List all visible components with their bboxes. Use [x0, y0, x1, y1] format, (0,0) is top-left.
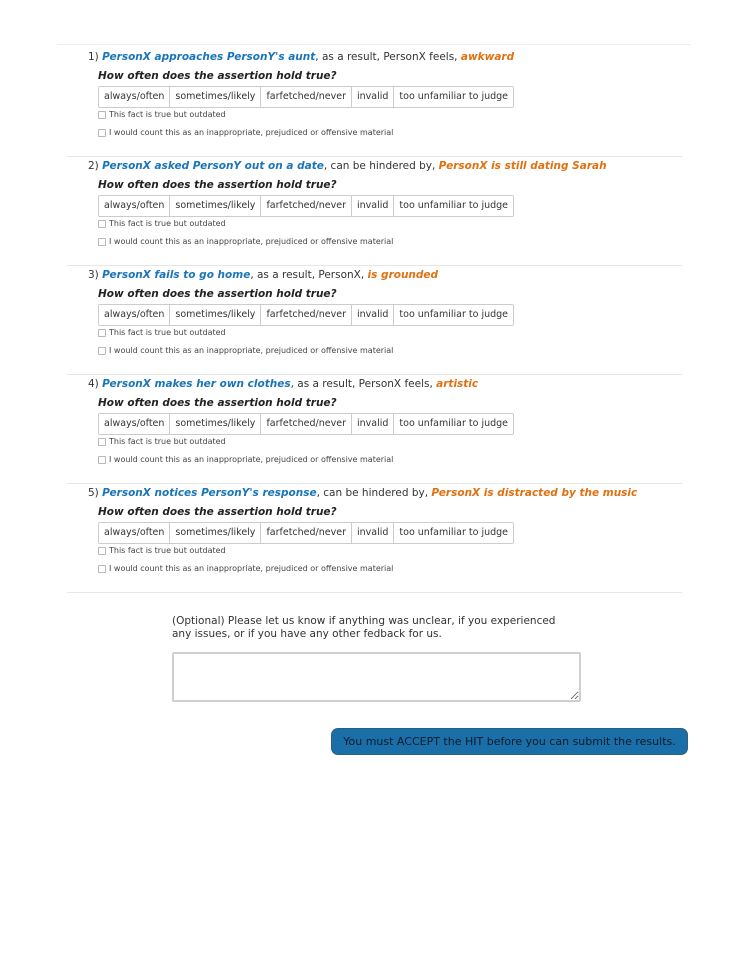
frequency-options	[98, 304, 514, 326]
assertion-tail: awkward	[460, 51, 515, 63]
option-always-often[interactable]: always/often	[99, 305, 170, 325]
outdated-checkbox-row[interactable]	[98, 219, 226, 228]
question-number: 1)	[88, 51, 99, 63]
outdated-checkbox-row[interactable]	[98, 328, 226, 337]
assertion-head: PersonX fails to go home	[102, 269, 251, 281]
option-farfetched-never[interactable]: farfetched/never	[261, 196, 352, 216]
option-farfetched-never[interactable]: farfetched/never	[261, 414, 352, 434]
question-block	[67, 374, 682, 484]
offensive-checkbox[interactable]	[98, 347, 106, 355]
assertion-relation: , as a result, PersonX feels,	[290, 378, 437, 390]
outdated-checkbox[interactable]	[98, 438, 106, 446]
outdated-checkbox-label: This fact is true but outdated	[109, 437, 226, 446]
outdated-checkbox-row[interactable]	[98, 110, 226, 119]
frequency-prompt: How often does the assertion hold true?	[98, 288, 337, 300]
question-number: 4)	[88, 378, 99, 390]
offensive-checkbox[interactable]	[98, 456, 106, 464]
assertion-head: PersonX makes her own clothes	[102, 378, 291, 390]
option-always-often[interactable]: always/often	[99, 196, 170, 216]
outdated-checkbox-label: This fact is true but outdated	[109, 328, 226, 337]
offensive-checkbox-label: I would count this as an inappropriate, prejudiced or offensive material	[109, 564, 394, 573]
frequency-options	[98, 413, 514, 435]
offensive-checkbox-label: I would count this as an inappropriate, prejudiced or offensive material	[109, 237, 394, 246]
outdated-checkbox-label: This fact is true but outdated	[109, 219, 226, 228]
assertion-relation: , can be hindered by,	[316, 487, 432, 499]
option-sometimes-likely[interactable]: sometimes/likely	[170, 305, 261, 325]
question-block	[67, 265, 682, 375]
offensive-checkbox[interactable]	[98, 565, 106, 573]
offensive-checkbox-row[interactable]	[98, 237, 393, 246]
outdated-checkbox-label: This fact is true but outdated	[109, 110, 226, 119]
option-invalid[interactable]: invalid	[352, 414, 394, 434]
assertion-tail: PersonX is distracted by the music	[431, 487, 638, 499]
option-always-often[interactable]: always/often	[99, 87, 170, 107]
question-number: 3)	[88, 269, 99, 281]
option-always-often[interactable]: always/often	[99, 523, 170, 543]
assertion-relation: , as a result, PersonX,	[250, 269, 368, 281]
option-farfetched-never[interactable]: farfetched/never	[261, 523, 352, 543]
option-too-unfamiliar[interactable]: too unfamiliar to judge	[394, 305, 513, 325]
assertion-head: PersonX asked PersonY out on a date	[102, 160, 324, 172]
question-block	[67, 156, 682, 266]
assertion-head: PersonX notices PersonY's response	[102, 487, 317, 499]
option-sometimes-likely[interactable]: sometimes/likely	[170, 523, 261, 543]
assertion-head: PersonX approaches PersonY's aunt	[102, 51, 316, 63]
assertion-line	[88, 378, 478, 390]
offensive-checkbox[interactable]	[98, 238, 106, 246]
top-divider	[57, 44, 691, 45]
outdated-checkbox[interactable]	[98, 220, 106, 228]
assertion-relation: , as a result, PersonX feels,	[315, 51, 461, 63]
question-number: 2)	[88, 160, 99, 172]
option-invalid[interactable]: invalid	[352, 523, 394, 543]
offensive-checkbox-label: I would count this as an inappropriate, prejudiced or offensive material	[109, 128, 394, 137]
offensive-checkbox[interactable]	[98, 129, 106, 137]
offensive-checkbox-row[interactable]	[98, 564, 393, 573]
offensive-checkbox-label: I would count this as an inappropriate, prejudiced or offensive material	[109, 346, 394, 355]
option-too-unfamiliar[interactable]: too unfamiliar to judge	[394, 87, 513, 107]
assertion-tail: is grounded	[367, 269, 439, 281]
offensive-checkbox-label: I would count this as an inappropriate, prejudiced or offensive material	[109, 455, 394, 464]
frequency-prompt: How often does the assertion hold true?	[98, 179, 337, 191]
option-too-unfamiliar[interactable]: too unfamiliar to judge	[394, 414, 513, 434]
frequency-options	[98, 522, 514, 544]
question-block	[67, 47, 682, 157]
assertion-line	[88, 51, 514, 63]
frequency-prompt: How often does the assertion hold true?	[98, 70, 337, 82]
outdated-checkbox[interactable]	[98, 329, 106, 337]
frequency-options	[98, 195, 514, 217]
feedback-textarea[interactable]	[172, 652, 581, 702]
assertion-tail: PersonX is still dating Sarah	[438, 160, 607, 172]
assertion-line	[88, 487, 637, 499]
outdated-checkbox[interactable]	[98, 547, 106, 555]
question-block	[67, 483, 682, 593]
outdated-checkbox[interactable]	[98, 111, 106, 119]
question-number: 5)	[88, 487, 99, 499]
outdated-checkbox-row[interactable]	[98, 437, 226, 446]
assertion-line	[88, 160, 607, 172]
option-always-often[interactable]: always/often	[99, 414, 170, 434]
offensive-checkbox-row[interactable]	[98, 128, 393, 137]
feedback-label: (Optional) Please let us know if anything was unclear, if you experienced any issues, or if you have any other fedback for us.	[172, 615, 556, 640]
frequency-options	[98, 86, 514, 108]
option-sometimes-likely[interactable]: sometimes/likely	[170, 196, 261, 216]
option-invalid[interactable]: invalid	[352, 305, 394, 325]
option-too-unfamiliar[interactable]: too unfamiliar to judge	[394, 196, 513, 216]
outdated-checkbox-row[interactable]	[98, 546, 226, 555]
offensive-checkbox-row[interactable]	[98, 455, 393, 464]
outdated-checkbox-label: This fact is true but outdated	[109, 546, 226, 555]
offensive-checkbox-row[interactable]	[98, 346, 393, 355]
option-too-unfamiliar[interactable]: too unfamiliar to judge	[394, 523, 513, 543]
option-farfetched-never[interactable]: farfetched/never	[261, 305, 352, 325]
option-invalid[interactable]: invalid	[352, 196, 394, 216]
assertion-line	[88, 269, 438, 281]
assertion-tail: artistic	[436, 378, 479, 390]
option-invalid[interactable]: invalid	[352, 87, 394, 107]
option-sometimes-likely[interactable]: sometimes/likely	[170, 87, 261, 107]
option-farfetched-never[interactable]: farfetched/never	[261, 87, 352, 107]
submit-button[interactable]: You must ACCEPT the HIT before you can submit the results.	[331, 728, 688, 755]
frequency-prompt: How often does the assertion hold true?	[98, 397, 337, 409]
frequency-prompt: How often does the assertion hold true?	[98, 506, 337, 518]
option-sometimes-likely[interactable]: sometimes/likely	[170, 414, 261, 434]
assertion-relation: , can be hindered by,	[323, 160, 439, 172]
